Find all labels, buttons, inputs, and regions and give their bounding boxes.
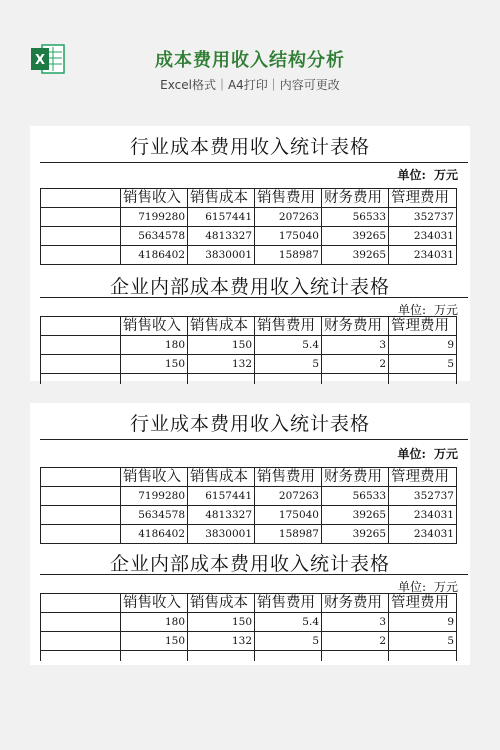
data-cell[interactable]: 56533: [322, 487, 389, 506]
table-row: [41, 613, 457, 632]
unit-label: 单位:: [397, 447, 426, 461]
data-cell[interactable]: 39265: [322, 525, 389, 544]
row-label-cell[interactable]: [41, 487, 121, 506]
column-header[interactable]: 财务费用: [322, 189, 389, 208]
data-cell[interactable]: 5634578: [121, 506, 188, 525]
grid-cell[interactable]: [188, 651, 255, 662]
data-cell[interactable]: 150: [188, 336, 255, 355]
row-label-cell[interactable]: [41, 594, 121, 613]
title-divider: [40, 574, 468, 575]
data-cell[interactable]: 39265: [322, 506, 389, 525]
data-cell[interactable]: 39265: [322, 227, 389, 246]
data-cell[interactable]: 4186402: [121, 525, 188, 544]
column-header[interactable]: 管理费用: [389, 317, 457, 336]
grid-cell[interactable]: [255, 374, 322, 385]
unit-value: 万元: [433, 447, 458, 461]
table2-grid: [40, 316, 457, 384]
row-label-cell[interactable]: [41, 506, 121, 525]
data-cell[interactable]: 180: [121, 336, 188, 355]
table-row: [41, 355, 457, 374]
data-cell[interactable]: 234031: [389, 525, 457, 544]
grid-cell[interactable]: [121, 651, 188, 662]
column-header[interactable]: 销售费用: [255, 594, 322, 613]
table-header-row: [41, 317, 457, 336]
data-cell[interactable]: 158987: [255, 246, 322, 265]
title-divider: [40, 297, 468, 298]
column-header[interactable]: 财务费用: [322, 468, 389, 487]
row-label-cell[interactable]: [41, 227, 121, 246]
data-cell[interactable]: 175040: [255, 506, 322, 525]
data-cell[interactable]: 5634578: [121, 227, 188, 246]
data-cell[interactable]: 207263: [255, 208, 322, 227]
table-header-row: [41, 189, 457, 208]
column-header[interactable]: 管理费用: [389, 189, 457, 208]
table-row: [41, 487, 457, 506]
grid-cell[interactable]: [188, 374, 255, 385]
data-cell[interactable]: 234031: [389, 506, 457, 525]
column-header[interactable]: 销售收入: [121, 594, 188, 613]
row-label-cell[interactable]: [41, 632, 121, 651]
data-cell[interactable]: 158987: [255, 525, 322, 544]
page-title: 成本费用收入结构分析: [155, 50, 345, 71]
data-cell[interactable]: 3830001: [188, 246, 255, 265]
data-cell[interactable]: 56533: [322, 208, 389, 227]
data-cell[interactable]: 5: [389, 355, 457, 374]
data-cell[interactable]: 132: [188, 355, 255, 374]
data-cell[interactable]: 175040: [255, 227, 322, 246]
column-header[interactable]: 销售成本: [188, 594, 255, 613]
data-cell[interactable]: 2: [322, 355, 389, 374]
row-label-cell[interactable]: [41, 336, 121, 355]
title-divider: [40, 439, 468, 440]
data-cell[interactable]: 5.4: [255, 336, 322, 355]
grid-cell[interactable]: [322, 651, 389, 662]
data-cell[interactable]: 2: [322, 632, 389, 651]
table2-title: 企业内部成本费用收入统计表格: [109, 276, 390, 298]
table-row-cutoff: [41, 651, 457, 662]
row-label-cell[interactable]: [41, 613, 121, 632]
column-header[interactable]: 销售费用: [255, 468, 322, 487]
data-cell[interactable]: 9: [389, 336, 457, 355]
unit-label: 单位:: [397, 580, 426, 594]
column-header[interactable]: 销售成本: [188, 189, 255, 208]
data-cell[interactable]: 352737: [389, 208, 457, 227]
data-cell[interactable]: 4813327: [188, 227, 255, 246]
unit-value: 万元: [433, 168, 458, 182]
data-cell[interactable]: 3830001: [188, 525, 255, 544]
sheet-preview-2: [30, 403, 470, 665]
column-header[interactable]: 财务费用: [322, 317, 389, 336]
row-label-cell[interactable]: [41, 317, 121, 336]
column-header[interactable]: 销售收入: [121, 189, 188, 208]
unit-value: 万元: [433, 580, 458, 594]
data-cell[interactable]: 5: [255, 355, 322, 374]
grid-cell[interactable]: [121, 374, 188, 385]
table1-title: 行业成本费用收入统计表格: [129, 136, 370, 158]
row-label-cell[interactable]: [41, 246, 121, 265]
data-cell[interactable]: 7199280: [121, 208, 188, 227]
row-label-cell[interactable]: [41, 525, 121, 544]
data-cell[interactable]: 352737: [389, 487, 457, 506]
table-row: [41, 525, 457, 544]
row-label-cell[interactable]: [41, 208, 121, 227]
unit-label: 单位:: [397, 303, 426, 317]
grid-cell[interactable]: [389, 651, 457, 662]
column-header[interactable]: 销售费用: [255, 317, 322, 336]
table-row-cutoff: [41, 374, 457, 385]
table2-title: 企业内部成本费用收入统计表格: [109, 553, 390, 575]
table-row: [41, 632, 457, 651]
column-header[interactable]: 销售费用: [255, 189, 322, 208]
data-cell[interactable]: 150: [188, 613, 255, 632]
sheet-preview-1: [30, 126, 470, 381]
table1-grid: [40, 467, 457, 544]
data-cell[interactable]: 6157441: [188, 487, 255, 506]
page-subtitle: Excel格式｜A4打印｜内容可更改: [160, 78, 340, 92]
data-cell[interactable]: 234031: [389, 246, 457, 265]
table1-unit: [398, 445, 458, 462]
table-header-row: [41, 594, 457, 613]
data-cell[interactable]: 234031: [389, 227, 457, 246]
column-header[interactable]: 销售成本: [188, 317, 255, 336]
table-header-row: [41, 468, 457, 487]
table-row: [41, 336, 457, 355]
table-row: [41, 506, 457, 525]
data-cell[interactable]: 150: [121, 632, 188, 651]
data-cell[interactable]: 207263: [255, 487, 322, 506]
data-cell[interactable]: 132: [188, 632, 255, 651]
table2-grid: [40, 593, 457, 661]
table1-grid: [40, 188, 457, 265]
row-label-cell[interactable]: [41, 468, 121, 487]
column-header[interactable]: 销售收入: [121, 317, 188, 336]
column-header[interactable]: 管理费用: [389, 594, 457, 613]
title-divider: [40, 162, 468, 163]
page-header: [0, 0, 500, 110]
table-row: [41, 227, 457, 246]
unit-label: 单位:: [397, 168, 426, 182]
data-cell[interactable]: 150: [121, 355, 188, 374]
svg-text:X: X: [34, 53, 46, 68]
data-cell[interactable]: 4186402: [121, 246, 188, 265]
data-cell[interactable]: 9: [389, 613, 457, 632]
table1-unit: [398, 166, 458, 183]
data-cell[interactable]: 180: [121, 613, 188, 632]
grid-cell[interactable]: [389, 374, 457, 385]
unit-value: 万元: [433, 303, 458, 317]
column-header[interactable]: 销售收入: [121, 468, 188, 487]
data-cell[interactable]: 3: [322, 336, 389, 355]
column-header[interactable]: 管理费用: [389, 468, 457, 487]
grid-cell[interactable]: [322, 374, 389, 385]
grid-cell[interactable]: [41, 374, 121, 385]
table-row: [41, 208, 457, 227]
grid-cell[interactable]: [255, 651, 322, 662]
data-cell[interactable]: 4813327: [188, 506, 255, 525]
data-cell[interactable]: 5: [255, 632, 322, 651]
data-cell[interactable]: 3: [322, 613, 389, 632]
column-header[interactable]: 销售成本: [188, 468, 255, 487]
data-cell[interactable]: 6157441: [188, 208, 255, 227]
row-label-cell[interactable]: [41, 189, 121, 208]
table1-title: 行业成本费用收入统计表格: [129, 413, 370, 435]
grid-cell[interactable]: [41, 651, 121, 662]
data-cell[interactable]: 5: [389, 632, 457, 651]
data-cell[interactable]: 5.4: [255, 613, 322, 632]
column-header[interactable]: 财务费用: [322, 594, 389, 613]
table-row: [41, 246, 457, 265]
data-cell[interactable]: 7199280: [121, 487, 188, 506]
row-label-cell[interactable]: [41, 355, 121, 374]
data-cell[interactable]: 39265: [322, 246, 389, 265]
